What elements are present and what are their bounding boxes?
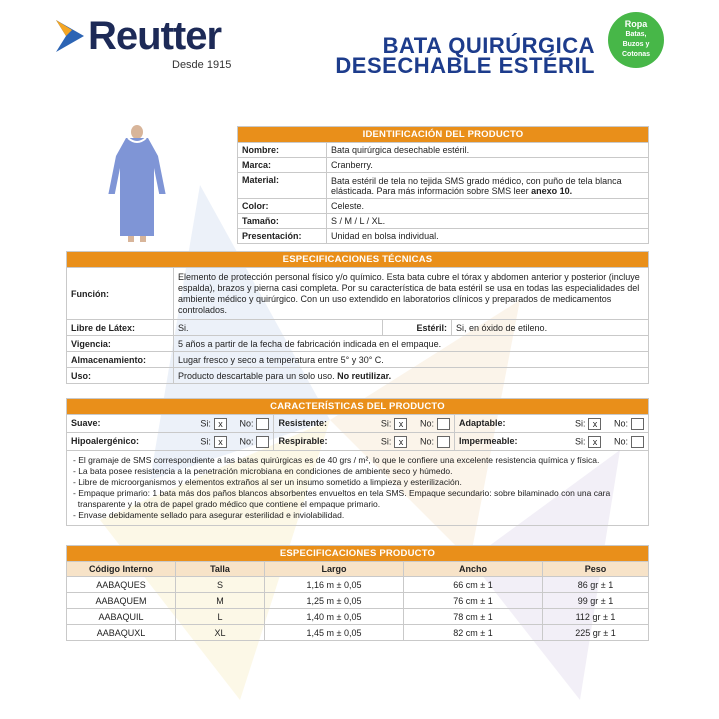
label-esteril: Estéril: [383, 320, 452, 336]
char-label: Hipoalergénico: [71, 435, 140, 446]
char-label: Adaptable: [458, 417, 506, 428]
si-label: Si: [380, 435, 392, 446]
material-annex: anexo 10. [531, 185, 573, 196]
page-title-line1: BATA QUIRÚRGICA [382, 33, 595, 58]
technical-specs-header: ESPECIFICACIONES TÉCNICAS [67, 252, 649, 268]
note-line: - Empaque primario: 1 bata más dos paños blancos absorbentes envueltos en tela SMS. Empaque secundario: sobre bilaminado con una cara [73, 488, 611, 498]
value-nombre: Bata quirúrgica desechable estéril. [327, 143, 649, 158]
char-adaptable [454, 415, 648, 433]
technical-specs-table [66, 251, 649, 384]
value-latex: Si. [174, 320, 383, 336]
no-label: No: [613, 417, 628, 428]
char-label: Resistente: [278, 417, 327, 428]
cell-largo: 1,45 m ± 0,05 [265, 625, 404, 641]
cell-peso: 86 gr ± 1 [543, 577, 649, 593]
cell-talla: S [176, 577, 265, 593]
col-talla: Talla [176, 562, 265, 577]
note-line: - Libre de microorganismos y elementos extraños al ser un insumo sometido a limpieza y esterilización. [73, 477, 462, 487]
char-hipoalergenico [67, 433, 274, 451]
value-funcion: Elemento de protección personal físico y/o químico. Esta bata cubre el tórax y abdomen anterior y posterior (incluye espalda), brazos y pierna casi completa. Por su característica de bata estéril se usa en todas las especialidades del ambiente médico y quirúrgico. Con un uso extendido en laboratorios clínicos y preparados de medicamentos controlados. [174, 268, 649, 320]
label-funcion: Función: [67, 268, 174, 320]
label-nombre: Nombre: [238, 143, 327, 158]
no-checkbox[interactable] [631, 436, 644, 448]
label-material: Material: [238, 173, 327, 199]
col-peso: Peso [543, 562, 649, 577]
cell-ancho: 82 cm ± 1 [404, 625, 543, 641]
col-codigo: Código Interno [67, 562, 176, 577]
cell-largo: 1,16 m ± 0,05 [265, 577, 404, 593]
notes-block [67, 451, 649, 526]
label-color: Color: [238, 199, 327, 214]
label-vigencia: Vigencia: [67, 336, 174, 352]
col-largo: Largo [265, 562, 404, 577]
characteristics-table [66, 398, 649, 526]
note-line: transparente y la otra de papel grado médico que contiene el empaque primario. [73, 499, 381, 509]
cell-largo: 1,40 m ± 0,05 [265, 609, 404, 625]
table-row [67, 577, 649, 593]
si-checkbox[interactable]: x [588, 418, 601, 430]
no-label: No: [239, 435, 254, 446]
si-label: Si: [380, 417, 392, 428]
char-resistente [274, 415, 455, 433]
value-esteril: Si, en óxido de etileno. [452, 320, 649, 336]
no-checkbox[interactable] [631, 418, 644, 430]
si-checkbox[interactable]: x [214, 436, 227, 448]
si-checkbox[interactable]: x [588, 436, 601, 448]
label-almacenamiento: Almacenamiento: [67, 352, 174, 368]
characteristics-header: CARACTERÍSTICAS DEL PRODUCTO [67, 399, 649, 415]
brand-logo [54, 14, 254, 74]
brand-name: Reutter [88, 14, 222, 58]
table-row [67, 625, 649, 641]
value-tamano: S / M / L / XL. [327, 214, 649, 229]
label-latex: Libre de Látex: [67, 320, 174, 336]
si-label: Si: [574, 417, 586, 428]
value-color: Celeste. [327, 199, 649, 214]
badge-sub1: Batas, [625, 31, 647, 38]
label-marca: Marca: [238, 158, 327, 173]
uso-text: Producto descartable para un solo uso. [178, 370, 335, 381]
value-presentacion: Unidad en bolsa individual. [327, 229, 649, 244]
value-vigencia: 5 años a partir de la fecha de fabricación indicada en el empaque. [174, 336, 649, 352]
value-marca: Cranberry. [327, 158, 649, 173]
table-row [67, 593, 649, 609]
no-checkbox[interactable] [256, 436, 269, 448]
cell-peso: 99 gr ± 1 [543, 593, 649, 609]
cell-talla: L [176, 609, 265, 625]
cell-ancho: 78 cm ± 1 [404, 609, 543, 625]
note-line: - El gramaje de SMS correspondiente a las batas quirúrgicas es de 40 grs / m², lo que le confiere una excelente resistencia química y física. [73, 455, 600, 465]
char-suave [67, 415, 274, 433]
note-line: - Envase debidamente sellado para asegurar esterilidad e inviolabilidad. [73, 510, 345, 520]
value-material [327, 173, 649, 199]
label-uso: Uso: [67, 368, 174, 384]
logo-mark-icon [54, 16, 88, 56]
label-tamano: Tamaño: [238, 214, 327, 229]
cell-peso: 225 gr ± 1 [543, 625, 649, 641]
char-respirable [274, 433, 455, 451]
surgical-gown-image [104, 124, 170, 244]
no-checkbox[interactable] [437, 418, 450, 430]
material-text: Bata estéril de tela no tejida SMS grado médico, con puño de tela blanca elásticada. Para más información sobre SMS leer [331, 175, 622, 196]
cell-codigo: AABAQUES [67, 577, 176, 593]
no-checkbox[interactable] [256, 418, 269, 430]
no-checkbox[interactable] [437, 436, 450, 448]
identification-table [237, 126, 649, 244]
cell-codigo: AABAQUIL [67, 609, 176, 625]
char-label: Respirable: [278, 435, 328, 446]
uso-warning: No reutilizar. [337, 370, 392, 381]
no-label: No: [239, 417, 254, 428]
cell-codigo: AABAQUXL [67, 625, 176, 641]
brand-since: Desde 1915 [172, 59, 232, 71]
no-label: No: [419, 435, 434, 446]
no-label: No: [419, 417, 434, 428]
char-label: Suave: [71, 417, 101, 428]
note-line: - La bata posee resistencia a la penetración microbiana en condiciones de ambiente seco y húmedo. [73, 466, 453, 476]
product-specs-header: ESPECIFICACIONES PRODUCTO [67, 546, 649, 562]
badge-sub2: Buzos y [622, 41, 650, 48]
cell-largo: 1,25 m ± 0,05 [265, 593, 404, 609]
char-label: Impermeable: [458, 435, 518, 446]
badge-category: Ropa [624, 19, 648, 29]
si-checkbox[interactable]: x [214, 418, 227, 430]
cell-ancho: 66 cm ± 1 [404, 577, 543, 593]
si-label: Si: [574, 435, 586, 446]
cell-talla: XL [176, 625, 265, 641]
cell-ancho: 76 cm ± 1 [404, 593, 543, 609]
cell-codigo: AABAQUEM [67, 593, 176, 609]
si-checkbox[interactable]: x [394, 436, 407, 448]
identification-header: IDENTIFICACIÓN DEL PRODUCTO [238, 127, 649, 143]
si-label: Si: [200, 435, 211, 446]
category-badge [608, 12, 664, 68]
badge-sub3: Cotonas [622, 51, 650, 58]
value-almacenamiento: Lugar fresco y seco a temperatura entre 5° y 30° C. [174, 352, 649, 368]
product-specs-table [66, 545, 649, 641]
col-ancho: Ancho [404, 562, 543, 577]
page-title-line2: DESECHABLE ESTÉRIL [335, 53, 595, 78]
no-label: No: [613, 435, 628, 446]
label-presentacion: Presentación: [238, 229, 327, 244]
si-checkbox[interactable]: x [394, 418, 407, 430]
char-impermeable [454, 433, 648, 451]
si-label: Si: [200, 417, 211, 428]
cell-peso: 112 gr ± 1 [543, 609, 649, 625]
cell-talla: M [176, 593, 265, 609]
value-uso [174, 368, 649, 384]
table-row [67, 609, 649, 625]
